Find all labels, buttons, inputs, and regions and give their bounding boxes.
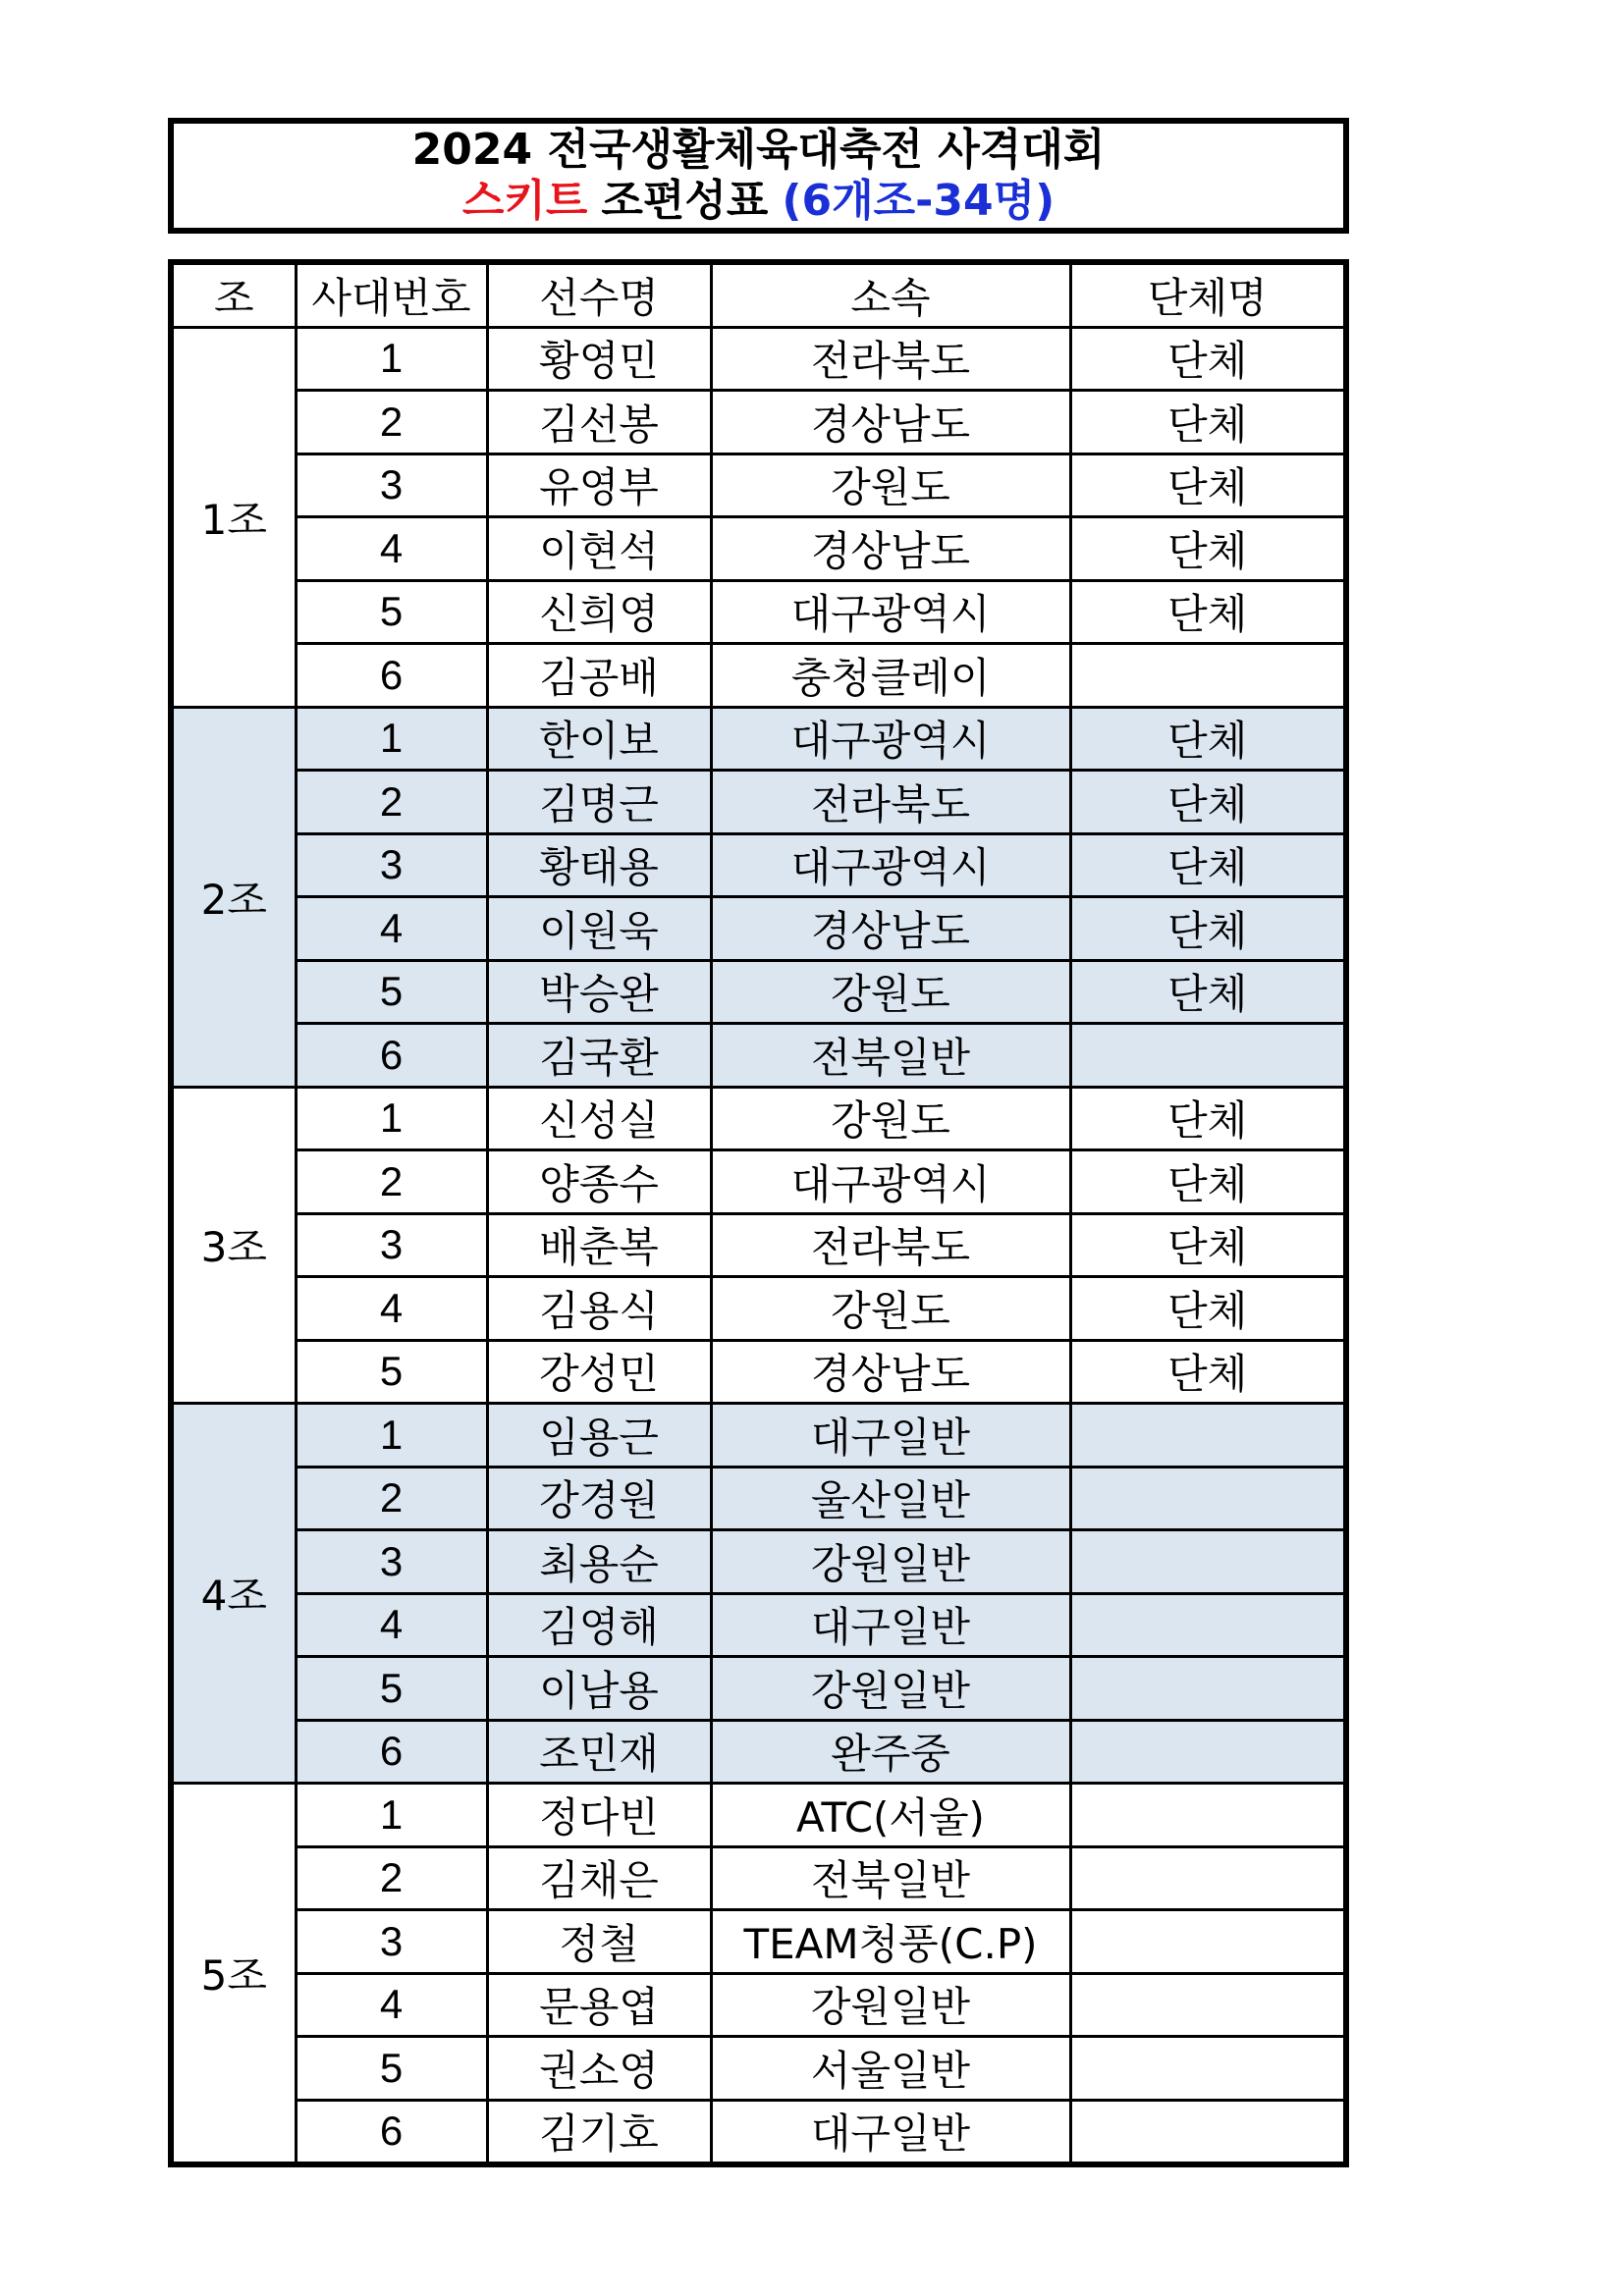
title-box [168, 118, 1349, 234]
team-name [1070, 644, 1346, 708]
table-row [171, 1720, 1346, 1784]
lane-number: 2 [296, 1846, 487, 1910]
affiliation: 완주중 [711, 1720, 1070, 1784]
affiliation: 대구광역시 [711, 580, 1070, 644]
team-name [1070, 1784, 1346, 1847]
affiliation: 충청클레이 [711, 644, 1070, 708]
table-row [171, 1150, 1346, 1214]
team-name [1070, 1467, 1346, 1530]
player-name: 김기호 [487, 2100, 711, 2164]
lane-number: 3 [296, 1530, 487, 1594]
roster-body [171, 327, 1346, 2164]
group-label: 2조 [171, 707, 296, 1087]
table-row [171, 327, 1346, 391]
table-row [171, 833, 1346, 897]
lane-number: 5 [296, 2037, 487, 2101]
team-name: 단체 [1070, 897, 1346, 961]
team-name: 단체 [1070, 517, 1346, 581]
team-name: 단체 [1070, 771, 1346, 834]
team-name [1070, 1720, 1346, 1784]
affiliation: 전라북도 [711, 327, 1070, 391]
affiliation: 전북일반 [711, 1846, 1070, 1910]
team-name [1070, 1530, 1346, 1594]
lane-number: 4 [296, 1277, 487, 1341]
group-label: 4조 [171, 1404, 296, 1784]
table-row [171, 1657, 1346, 1721]
affiliation: 강원일반 [711, 1973, 1070, 2037]
affiliation: 대구광역시 [711, 833, 1070, 897]
player-name: 강경원 [487, 1467, 711, 1530]
player-name: 김용식 [487, 1277, 711, 1341]
affiliation: 전라북도 [711, 1213, 1070, 1277]
affiliation: 전북일반 [711, 1024, 1070, 1088]
team-name: 단체 [1070, 1150, 1346, 1214]
affiliation: 대구광역시 [711, 1150, 1070, 1214]
header-affiliation: 소속 [711, 262, 1070, 327]
table-row [171, 1910, 1346, 1974]
table-row [171, 1024, 1346, 1088]
player-name: 김영해 [487, 1593, 711, 1657]
header-player-name: 선수명 [487, 262, 711, 327]
player-name: 강성민 [487, 1340, 711, 1404]
group-label: 5조 [171, 1784, 296, 2165]
lane-number: 5 [296, 960, 487, 1024]
lane-number: 1 [296, 1784, 487, 1847]
team-name: 단체 [1070, 1213, 1346, 1277]
player-name: 최용순 [487, 1530, 711, 1594]
lane-number: 6 [296, 644, 487, 708]
lane-number: 1 [296, 1087, 487, 1150]
team-name: 단체 [1070, 707, 1346, 771]
affiliation: 강원일반 [711, 1530, 1070, 1594]
table-row [171, 517, 1346, 581]
table-row [171, 2037, 1346, 2101]
affiliation: 강원일반 [711, 1657, 1070, 1721]
event-name: 스키트 [461, 176, 588, 226]
subtitle-label: 조편성표 [601, 176, 769, 226]
table-row [171, 1277, 1346, 1341]
header-team-name: 단체명 [1070, 262, 1346, 327]
player-name: 김공배 [487, 644, 711, 708]
affiliation: 대구일반 [711, 2100, 1070, 2164]
table-row [171, 454, 1346, 517]
team-name: 단체 [1070, 1277, 1346, 1341]
player-name: 배춘복 [487, 1213, 711, 1277]
affiliation: 대구일반 [711, 1593, 1070, 1657]
header-row [171, 262, 1346, 327]
lane-number: 2 [296, 1150, 487, 1214]
team-name: 단체 [1070, 833, 1346, 897]
lane-number: 6 [296, 2100, 487, 2164]
lane-number: 2 [296, 1467, 487, 1530]
affiliation: 경상남도 [711, 517, 1070, 581]
team-name [1070, 1593, 1346, 1657]
roster-table [168, 259, 1349, 2167]
affiliation: ATC(서울) [711, 1784, 1070, 1847]
player-name: 권소영 [487, 2037, 711, 2101]
player-name: 신희영 [487, 580, 711, 644]
header-lane-number: 사대번호 [296, 262, 487, 327]
player-name: 김선봉 [487, 391, 711, 454]
player-name: 문용엽 [487, 1973, 711, 2037]
player-name: 정다빈 [487, 1784, 711, 1847]
affiliation: 강원도 [711, 1087, 1070, 1150]
table-row [171, 1404, 1346, 1468]
table-row [171, 1087, 1346, 1150]
table-row [171, 1530, 1346, 1594]
team-name [1070, 1024, 1346, 1088]
team-name [1070, 1973, 1346, 2037]
lane-number: 3 [296, 1910, 487, 1974]
group-summary: (6개조-34명) [782, 176, 1056, 226]
header-group: 조 [171, 262, 296, 327]
page-title: 2024 전국생활체육대축전 사격대회 [411, 125, 1106, 175]
team-name: 단체 [1070, 391, 1346, 454]
table-row [171, 391, 1346, 454]
lane-number: 6 [296, 1720, 487, 1784]
lane-number: 5 [296, 1657, 487, 1721]
lane-number: 2 [296, 391, 487, 454]
player-name: 양종수 [487, 1150, 711, 1214]
team-name [1070, 2037, 1346, 2101]
lane-number: 1 [296, 707, 487, 771]
table-row [171, 960, 1346, 1024]
affiliation: 울산일반 [711, 1467, 1070, 1530]
player-name: 임용근 [487, 1404, 711, 1468]
player-name: 이남용 [487, 1657, 711, 1721]
team-name: 단체 [1070, 327, 1346, 391]
team-name [1070, 1657, 1346, 1721]
player-name: 이원욱 [487, 897, 711, 961]
team-name [1070, 1404, 1346, 1468]
team-name: 단체 [1070, 960, 1346, 1024]
lane-number: 1 [296, 1404, 487, 1468]
player-name: 이현석 [487, 517, 711, 581]
table-row [171, 1784, 1346, 1847]
player-name: 김국환 [487, 1024, 711, 1088]
player-name: 김채은 [487, 1846, 711, 1910]
affiliation: 강원도 [711, 454, 1070, 517]
affiliation: 전라북도 [711, 771, 1070, 834]
player-name: 유영부 [487, 454, 711, 517]
team-name: 단체 [1070, 454, 1346, 517]
lane-number: 4 [296, 1973, 487, 2037]
page-subtitle [462, 176, 1055, 227]
table-row [171, 1340, 1346, 1404]
group-label: 3조 [171, 1087, 296, 1404]
player-name: 한이보 [487, 707, 711, 771]
player-name: 황영민 [487, 327, 711, 391]
lane-number: 4 [296, 1593, 487, 1657]
affiliation: 강원도 [711, 1277, 1070, 1341]
table-row [171, 1467, 1346, 1530]
player-name: 박승완 [487, 960, 711, 1024]
affiliation: 경상남도 [711, 1340, 1070, 1404]
player-name: 조민재 [487, 1720, 711, 1784]
table-row [171, 1593, 1346, 1657]
player-name: 황태용 [487, 833, 711, 897]
lane-number: 3 [296, 833, 487, 897]
team-name: 단체 [1070, 580, 1346, 644]
affiliation: 서울일반 [711, 2037, 1070, 2101]
affiliation: 경상남도 [711, 391, 1070, 454]
lane-number: 1 [296, 327, 487, 391]
team-name [1070, 1910, 1346, 1974]
table-row [171, 1973, 1346, 2037]
player-name: 신성실 [487, 1087, 711, 1150]
table-row [171, 707, 1346, 771]
team-name [1070, 1846, 1346, 1910]
lane-number: 5 [296, 1340, 487, 1404]
affiliation: TEAM청풍(C.P) [711, 1910, 1070, 1974]
lane-number: 4 [296, 897, 487, 961]
lane-number: 3 [296, 1213, 487, 1277]
affiliation: 대구광역시 [711, 707, 1070, 771]
table-row [171, 897, 1346, 961]
table-row [171, 771, 1346, 834]
player-name: 김명근 [487, 771, 711, 834]
group-label: 1조 [171, 327, 296, 707]
lane-number: 6 [296, 1024, 487, 1088]
table-row [171, 1846, 1346, 1910]
affiliation: 경상남도 [711, 897, 1070, 961]
table-row [171, 580, 1346, 644]
table-row [171, 644, 1346, 708]
team-name [1070, 2100, 1346, 2164]
lane-number: 4 [296, 517, 487, 581]
lane-number: 3 [296, 454, 487, 517]
player-name: 정철 [487, 1910, 711, 1974]
table-row [171, 1213, 1346, 1277]
team-name: 단체 [1070, 1087, 1346, 1150]
lane-number: 2 [296, 771, 487, 834]
table-row [171, 2100, 1346, 2164]
affiliation: 강원도 [711, 960, 1070, 1024]
affiliation: 대구일반 [711, 1404, 1070, 1468]
lane-number: 5 [296, 580, 487, 644]
team-name: 단체 [1070, 1340, 1346, 1404]
